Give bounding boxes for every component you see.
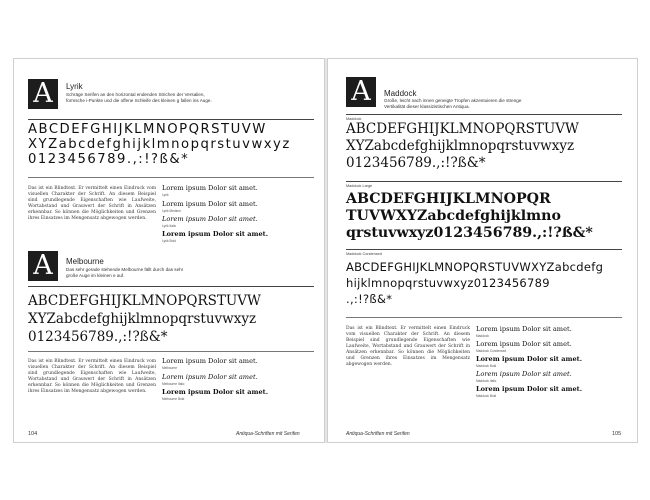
divider	[28, 286, 314, 287]
maddock-specimen-3-line-2: hijklmnopqrstuvwxyz0123456789	[346, 276, 550, 290]
lyrik-specimen-line-3: 0123456789.,:!?ß&*	[28, 152, 190, 167]
lyrik-sample-3-label: Lyrik Italic	[162, 224, 177, 228]
maddock-specimen-1-line-1: ABCDEFGHIJKLMNOPQRSTUVW	[346, 121, 579, 137]
maddock-specimen-1-line-2: XYZabcdefghijklmnopqrstuvwxyz	[346, 138, 575, 154]
lyrik-logo: A	[28, 79, 58, 109]
maddock-variant-1-label: Maddock	[346, 117, 362, 121]
maddock-specimen-3-line-3: .,:!?ß&*	[346, 292, 393, 306]
divider	[346, 317, 622, 318]
maddock-title: Maddock	[384, 89, 417, 98]
running-title: Antiqua-Schriften mit Serifen	[346, 431, 410, 437]
lyrik-sample-2: Lorem ipsum Dolor sit amet.	[162, 200, 258, 208]
maddock-sample-4: Lorem ipsum Dolor sit amet.	[476, 370, 572, 378]
melbourne-logo: A	[28, 251, 58, 281]
melbourne-sample-1-label: Melbourne	[162, 366, 178, 370]
maddock-sample-3: Lorem ipsum Dolor sit amet.	[476, 355, 583, 363]
maddock-description: Große, leicht nach innen geneigte Tropfen akzentuieren die strenge Vertikalität dieser klassizistischen Antiqua.	[384, 98, 522, 109]
maddock-specimen-2-line-1: ABCDEFGHIJKLMNOPQR	[346, 191, 551, 207]
maddock-body-text: Das ist ein Blindtext. Er vermittelt einen Eindruck vom visuellen Charakter der Schrift. An diesem Beispiel sind grundlegende Eigenschaften wie Laufweite, Wortabstand und Grauwert der Schrift in Ansätzen erkennbar. So können die Möglichkeiten und Grenzen ihres Einsatzes im Mengensatz abgewogen werden.	[346, 326, 470, 367]
melbourne-specimen-line-2: XYZabcdefghijklmnopqrstuvwxyz	[28, 311, 257, 327]
maddock-logo: A	[346, 77, 376, 107]
melbourne-sample-2: Lorem ipsum Dolor sit amet.	[162, 373, 258, 381]
melbourne-sample-2-label: Melbourne Italic	[162, 382, 185, 386]
page-number: 105	[612, 431, 622, 437]
lyrik-title: Lyrik	[66, 82, 83, 91]
divider	[28, 119, 314, 120]
lyrik-description: Schräge Serifen an den horizontal endenden Strichen der Versalien, formsche i-Punkte und die offene Schleife des kleinen g fallen ins Auge.	[66, 92, 212, 103]
lyrik-sample-4-label: Lyrik Bold	[162, 239, 176, 243]
melbourne-sample-1: Lorem ipsum Dolor sit amet.	[162, 357, 258, 365]
page-number: 104	[28, 431, 38, 437]
maddock-sample-4-label: Maddock Italic	[476, 379, 497, 383]
lyrik-body-text: Das ist ein Blindtext. Er vermittelt einen Eindruck vom visuellen Charakter der Schrift. An diesem Beispiel sind grundlegende Eigenschaften wie Laufweite, Wortabstand und Grauwert der Schrift in Ansätzen erkennbar. So können die Möglichkeiten und Grenzen ihres Einsatzes im Mengensatz abgewogen werden.	[28, 186, 156, 221]
lyrik-sample-4: Lorem ipsum Dolor sit amet.	[162, 230, 269, 238]
maddock-variant-2-label: Maddock Large	[346, 184, 373, 188]
divider	[28, 351, 314, 352]
maddock-sample-5-label: Maddock Bold	[476, 394, 497, 398]
divider	[346, 249, 622, 250]
maddock-sample-1: Lorem ipsum Dolor sit amet.	[476, 325, 572, 333]
melbourne-sample-3: Lorem ipsum Dolor sit amet.	[162, 388, 269, 396]
maddock-sample-3-label: Maddock Bold	[476, 364, 497, 368]
lyrik-specimen-line-2: XYZabcdefghijklmnopqrstuvwxyz	[28, 137, 291, 152]
melbourne-sample-3-label: Melbourne Bold	[162, 397, 185, 401]
running-title: Antiqua-Schriften mit Serifen	[236, 431, 300, 437]
maddock-specimen-2-line-3: qrstuvwxyz0123456789.,:!?ß&*	[346, 225, 593, 241]
maddock-specimen-3-line-1: ABCDEFGHIJKLMNOPQRSTUVWXYZabcdefg	[346, 260, 604, 274]
divider	[346, 181, 622, 182]
right-page	[327, 58, 638, 443]
lyrik-sample-2-label: Lyrik Medium	[162, 209, 181, 213]
maddock-specimen-1-line-3: 0123456789.,:!?ß&*	[346, 155, 486, 171]
lyrik-sample-1: Lorem ipsum Dolor sit amet.	[162, 184, 258, 192]
maddock-sample-2-label: Maddock Condensed	[476, 349, 507, 353]
divider	[346, 114, 622, 115]
maddock-specimen-2-line-2: TUVWXYZabcdefghijklmno	[346, 208, 561, 224]
melbourne-specimen-line-3: 0123456789.,:!?ß&*	[28, 329, 168, 345]
lyrik-specimen-line-1: ABCDEFGHIJKLMNOPQRSTUVW	[28, 122, 267, 137]
maddock-sample-5: Lorem ipsum Dolor sit amet.	[476, 385, 583, 393]
melbourne-specimen-line-1: ABCDEFGHIJKLMNOPQRSTUVW	[28, 293, 261, 309]
left-page	[13, 58, 325, 443]
melbourne-body-text: Das ist ein Blindtext. Er vermittelt einen Eindruck vom visuellen Charakter der Schrift. An diesem Beispiel sind grundlegende Eigenschaften wie Laufweite, Wortabstand und Grauwert der Schrift in Ansätzen erkennbar. So können die Möglichkeiten und Grenzen ihres Einsatzes im Mengensatz abgewogen werden.	[28, 359, 156, 394]
lyrik-sample-1-label: Lyrik	[162, 193, 169, 197]
maddock-sample-1-label: Maddock	[476, 334, 489, 338]
maddock-variant-3-label: Maddock Condensed	[346, 252, 382, 256]
lyrik-sample-3: Lorem ipsum Dolor sit amet.	[162, 215, 258, 223]
melbourne-description: Das sehr gerade stehende Melbourne fällt durch das sehr große Auge im kleinen e auf.	[66, 267, 184, 278]
divider	[28, 177, 314, 178]
melbourne-title: Melbourne	[66, 257, 104, 266]
maddock-sample-2: Lorem ipsum Dolor sit amet.	[476, 340, 572, 348]
